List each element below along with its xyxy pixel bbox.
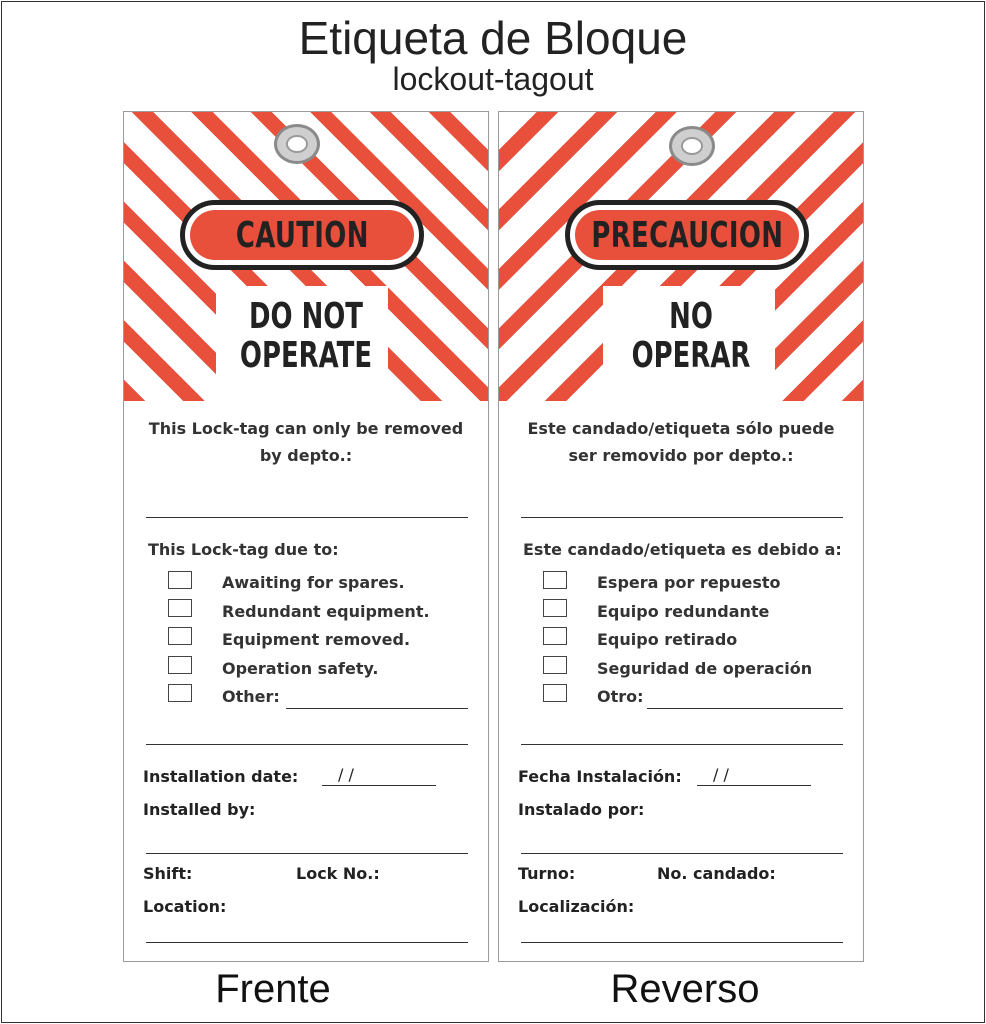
option-label-3: Equipment removed. [222, 630, 411, 649]
warning-line-2: OPERATE [239, 335, 373, 376]
checkbox-option-2[interactable] [543, 599, 567, 617]
precaucion-banner [565, 200, 809, 270]
checkbox-option-4[interactable] [168, 656, 192, 674]
removal-line-2: by depto.: [259, 446, 353, 465]
caution-banner [180, 200, 424, 270]
separator-line [521, 744, 843, 745]
removal-notice [124, 415, 488, 469]
front-caption: Frente [215, 967, 331, 1011]
option-label-4: Seguridad de operación [597, 659, 813, 678]
date-slashes: / / [713, 765, 729, 784]
option-label-2: Equipo redundante [597, 602, 770, 621]
installed-by-line [146, 853, 468, 854]
warning-line-2: OPERAR [631, 335, 751, 376]
checkbox-option-3[interactable] [168, 627, 192, 645]
removal-line-1: Este candado/etiqueta sólo puede [527, 419, 835, 438]
installation-date-label: Fecha Instalación: [518, 767, 682, 786]
reason-heading: This Lock-tag due to: [148, 540, 339, 559]
location-line [521, 942, 843, 943]
checkbox-option-5[interactable] [168, 684, 192, 702]
removal-line-2: ser removido por depto.: [568, 446, 794, 465]
lock-no-label: No. candado: [657, 864, 776, 883]
warning-text [124, 297, 488, 375]
department-line [521, 517, 843, 518]
warning-line-1: DO NOT [249, 296, 363, 337]
checkbox-option-5[interactable] [543, 684, 567, 702]
option-label-2: Redundant equipment. [222, 602, 430, 621]
back-caption: Reverso [610, 967, 760, 1011]
checkbox-option-4[interactable] [543, 656, 567, 674]
installed-by-line [521, 853, 843, 854]
checkbox-option-3[interactable] [543, 627, 567, 645]
other-line [286, 708, 468, 709]
checkbox-option-1[interactable] [543, 571, 567, 589]
removal-notice [499, 415, 863, 469]
location-line [146, 942, 468, 943]
checkbox-option-1[interactable] [168, 571, 192, 589]
separator-line [146, 744, 468, 745]
page-subtitle: lockout-tagout [392, 61, 594, 97]
page-title: Etiqueta de Bloque [298, 12, 688, 64]
banner-text: CAUTION [235, 214, 369, 256]
option-label-5: Other: [222, 687, 280, 706]
option-label-4: Operation safety. [222, 659, 379, 678]
option-label-3: Equipo retirado [597, 630, 738, 649]
warning-line-1: NO [669, 296, 713, 337]
location-label: Location: [143, 897, 227, 916]
hazard-stripes-header [124, 112, 488, 401]
location-label: Localización: [518, 897, 635, 916]
checkbox-option-2[interactable] [168, 599, 192, 617]
shift-label: Shift: [143, 864, 193, 883]
shift-label: Turno: [518, 864, 576, 883]
option-label-1: Espera por repuesto [597, 573, 781, 592]
warning-text [509, 297, 863, 375]
department-line [146, 517, 468, 518]
date-line [322, 785, 436, 786]
option-label-1: Awaiting for spares. [222, 573, 405, 592]
installed-by-label: Instalado por: [518, 800, 645, 819]
grommet-hole-icon [669, 126, 715, 166]
grommet-hole-icon [274, 124, 320, 164]
hazard-stripes-header [499, 112, 863, 401]
reason-heading: Este candado/etiqueta es debido a: [523, 540, 842, 559]
other-line [647, 708, 843, 709]
lock-no-label: Lock No.: [296, 864, 380, 883]
removal-line-1: This Lock-tag can only be removed [148, 419, 464, 438]
installation-date-label: Installation date: [143, 767, 299, 786]
installed-by-label: Installed by: [143, 800, 256, 819]
date-slashes: / / [338, 765, 354, 784]
option-label-5: Otro: [597, 687, 644, 706]
tag-front [123, 111, 489, 962]
date-line [697, 785, 811, 786]
tag-back [498, 111, 864, 962]
banner-text: PRECAUCION [591, 214, 783, 256]
